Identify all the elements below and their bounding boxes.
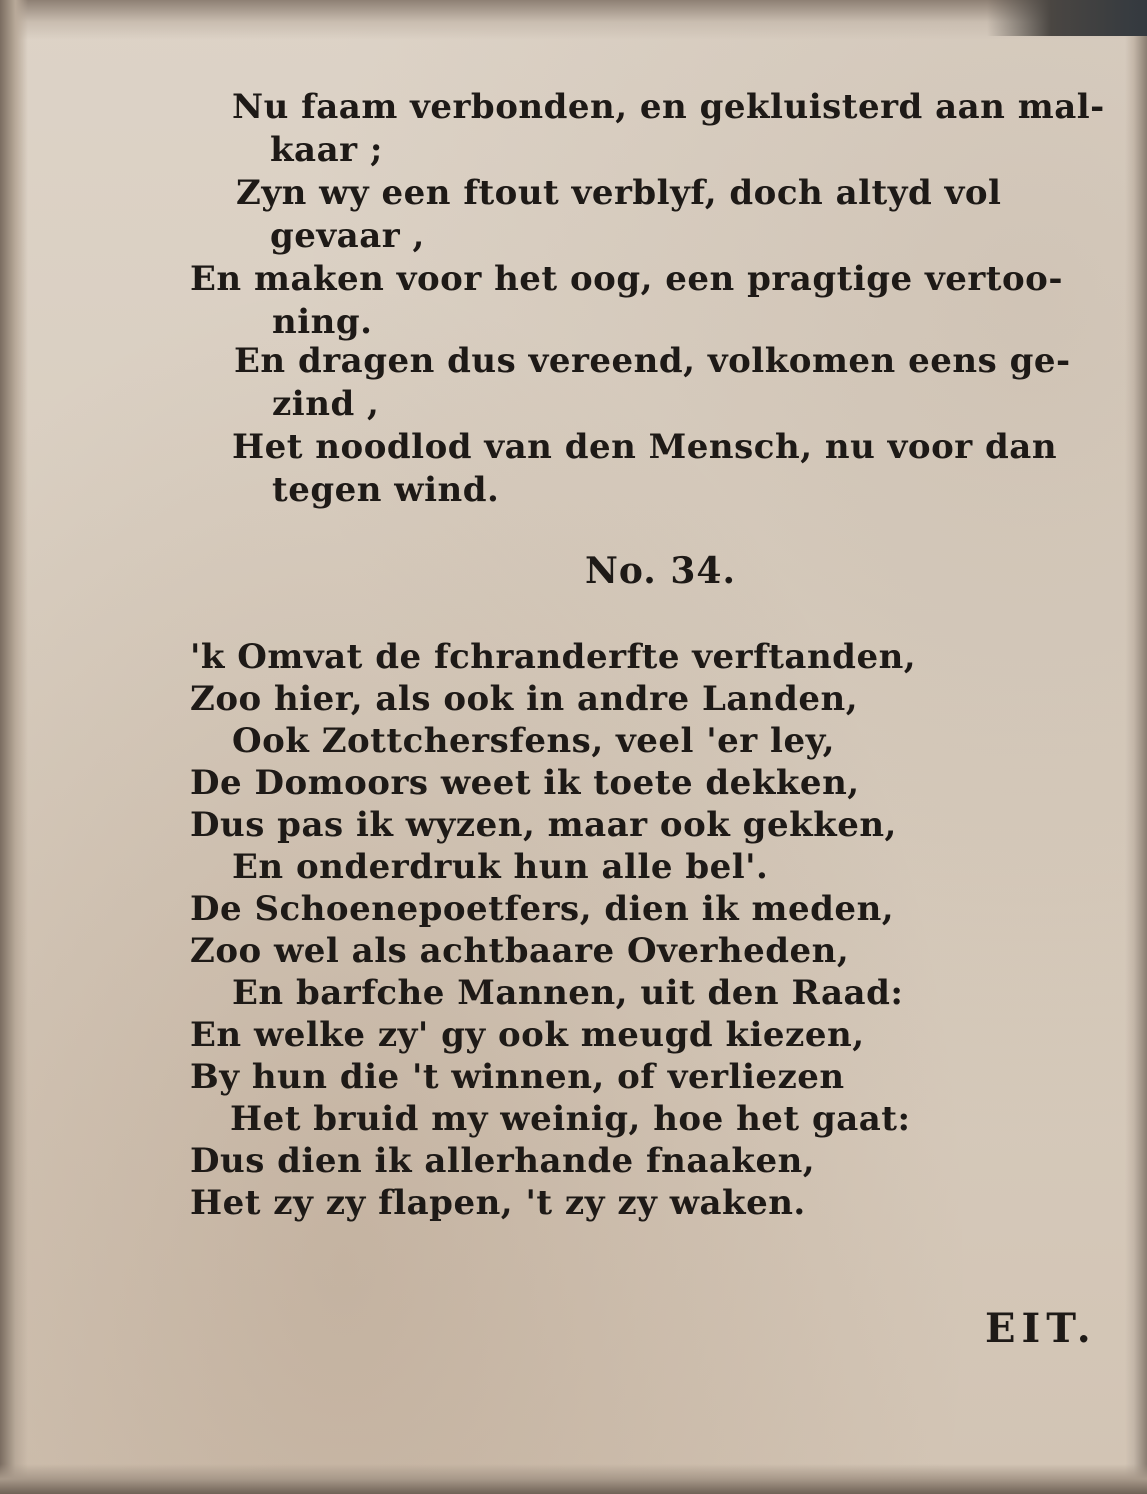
riddle-line: Ook Zottchersfens, veel 'er ley, — [232, 721, 835, 761]
stanza-line: En maken voor het oog, een pragtige vertoo- — [190, 259, 1063, 299]
stanza-line: gevaar , — [270, 216, 425, 256]
stanza-line: kaar ; — [270, 130, 383, 170]
riddle-line: Het zy zy flapen, 't zy zy waken. — [190, 1183, 806, 1223]
riddle-line: Dus dien ik allerhande fnaaken, — [190, 1141, 816, 1181]
page-bottom-edge — [0, 1464, 1147, 1494]
background-corner — [987, 0, 1147, 36]
stanza-line: Het noodlod van den Mensch, nu voor dan — [232, 427, 1058, 467]
riddle-line: Dus pas ik wyzen, maar ook gekken, — [190, 805, 897, 845]
stanza-line: zind , — [272, 384, 380, 424]
riddle-line: Zoo hier, als ook in andre Landen, — [190, 679, 859, 719]
section-heading: No. 34. — [585, 550, 736, 592]
riddle-line: 'k Omvat de fchranderfte verftanden, — [190, 637, 917, 677]
page-top-edge — [0, 0, 1147, 40]
page-right-edge — [1125, 20, 1147, 1494]
end-mark: EIT. — [985, 1305, 1097, 1352]
stanza-line: En dragen dus vereend, volkomen eens ge- — [234, 341, 1071, 381]
page-left-edge — [0, 0, 28, 1494]
stanza-line: ning. — [272, 302, 373, 342]
riddle-line: En onderdruk hun alle bel'. — [232, 847, 769, 887]
riddle-line: En barfche Mannen, uit den Raad: — [232, 973, 904, 1013]
stanza-line: Zyn wy een ftout verblyf, doch altyd vol — [236, 173, 1002, 213]
stanza-line: tegen wind. — [272, 470, 500, 510]
stanza-line: Nu faam verbonden, en gekluisterd aan mal- — [232, 87, 1105, 127]
riddle-line: De Domoors weet ik toete dekken, — [190, 763, 860, 803]
riddle-line: Zoo wel als achtbaare Overheden, — [190, 931, 850, 971]
riddle-line: De Schoenepoetfers, dien ik meden, — [190, 889, 895, 929]
riddle-line: En welke zy' gy ook meugd kiezen, — [190, 1015, 865, 1055]
riddle-line: By hun die 't winnen, of verliezen — [190, 1057, 845, 1097]
riddle-line: Het bruid my weinig, hoe het gaat: — [230, 1099, 911, 1139]
